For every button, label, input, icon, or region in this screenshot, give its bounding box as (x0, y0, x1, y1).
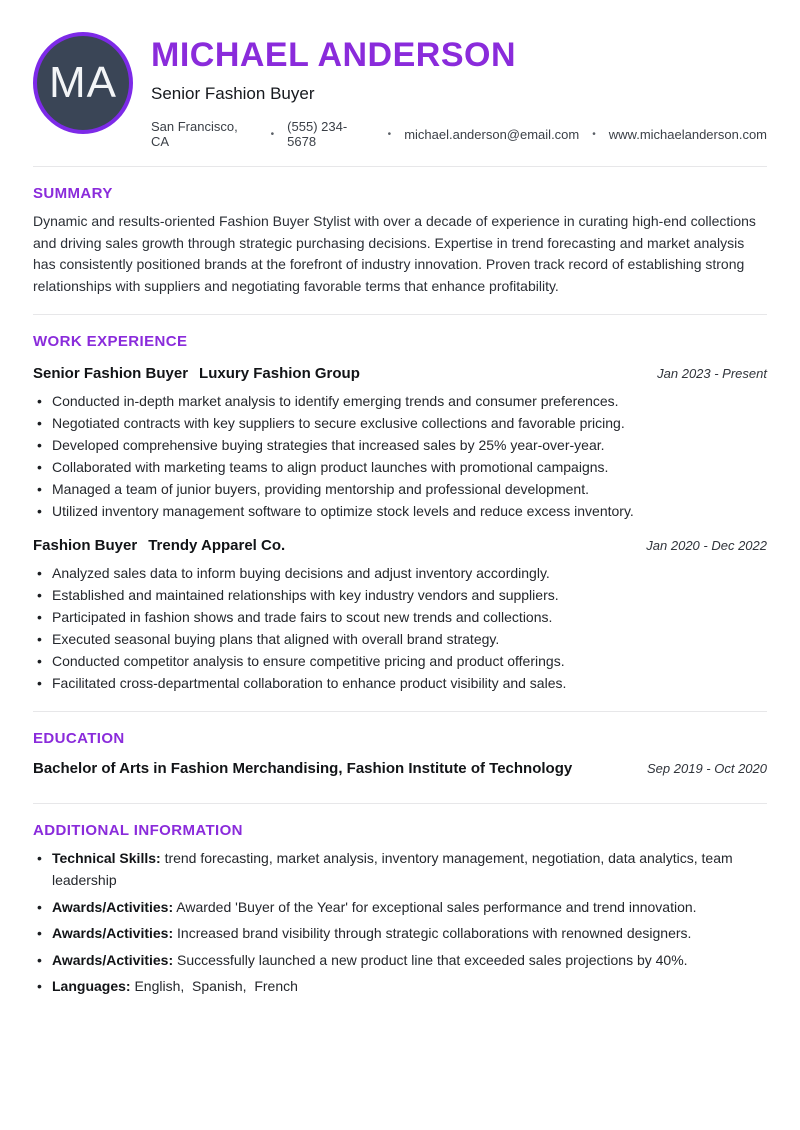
job-bullet-list (33, 390, 767, 522)
job-company: Luxury Fashion Group (199, 365, 360, 382)
job-bullet: • Negotiated contracts with key suppliers to secure exclusive collections and favorable pricing. (33, 412, 767, 434)
job-bullet: • Executed seasonal buying plans that aligned with overall brand strategy. (33, 628, 767, 650)
job-title-line (33, 537, 285, 554)
education-section (33, 730, 767, 777)
additional-item-label: Awards/Activities: (52, 925, 174, 941)
additional-item-label: Technical Skills: (52, 850, 161, 866)
job-bullet: • Collaborated with marketing teams to align product launches with promotional campaigns. (33, 456, 767, 478)
job-bullet: • Managed a team of junior buyers, providing mentorship and professional development. (33, 478, 767, 500)
job-bullet: • Conducted competitor analysis to ensure competitive pricing and product offerings. (33, 650, 767, 672)
divider-summary (33, 314, 767, 315)
contact-item: www.michaelanderson.com (608, 126, 767, 142)
job-bullet: • Conducted in-depth market analysis to identify emerging trends and consumer preferences. (33, 390, 767, 412)
resume-header (33, 32, 767, 149)
job-list (33, 365, 767, 694)
work-experience-heading: WORK EXPERIENCE (33, 333, 188, 350)
summary-section (33, 185, 767, 297)
summary-text: Dynamic and results-oriented Fashion Buyer Stylist with over a decade of experience in curating high-end collections and driving sales growth through strategic purchasing decisions. Expertise in trend forecasting and market analysis has consistently positioned brands at the forefront of industry innovation. Proven track record of establishing strong relationships with suppliers and negotiating favorable terms that enhance profitability. (33, 213, 756, 294)
contact-separator-dot: • (592, 128, 596, 140)
work-experience-section (33, 333, 767, 694)
job-header (33, 537, 767, 554)
job-bullet: • Participated in fashion shows and trade fairs to scout new trends and collections. (33, 606, 767, 628)
job-title: Fashion Buyer (33, 537, 138, 554)
education-heading: EDUCATION (33, 730, 125, 747)
job-bullet-list (33, 562, 767, 694)
additional-item-label: Awards/Activities: (52, 951, 174, 968)
additional-item-label: Languages: (52, 978, 131, 994)
job-company: Trendy Apparel Co. (148, 537, 286, 554)
job-title-line (33, 365, 360, 382)
additional-item (33, 896, 767, 918)
education-entry (33, 760, 767, 777)
additional-info-heading: ADDITIONAL INFORMATION (33, 822, 243, 839)
job-bullet: • Utilized inventory management software to optimize stock levels and reduce excess inventory. (33, 500, 767, 522)
contact-line (151, 119, 767, 149)
additional-item (33, 975, 767, 997)
divider-header (33, 166, 767, 167)
education-degree: Bachelor of Arts in Fashion Merchandising, Fashion Institute of Technology (33, 760, 573, 777)
contact-item: michael.anderson@email.com (404, 126, 580, 142)
additional-info-section (33, 822, 767, 997)
contact-item: San Francisco, CA (151, 119, 238, 149)
additional-item-text: English, Spanish, French (134, 978, 298, 994)
contact-separator-dot: • (387, 128, 392, 140)
person-name: MICHAEL ANDERSON (151, 36, 517, 74)
avatar-initials: MA (49, 58, 117, 107)
education-dates: Sep 2019 - Oct 2020 (647, 761, 767, 776)
job-title: Senior Fashion Buyer (33, 365, 189, 382)
contact-item: (555) 234-5678 (287, 119, 348, 149)
additional-item (33, 949, 767, 971)
additional-item-text: Successfully launched a new product line that exceeded sales projections by 40%. (177, 951, 688, 968)
additional-item (33, 847, 767, 891)
additional-item-label: Awards/Activities: (52, 898, 174, 915)
job-dates: Jan 2023 - Present (657, 366, 767, 381)
additional-item-text: Awarded 'Buyer of the Year' for exceptional sales performance and trend innovation. (176, 898, 697, 915)
additional-item-text: Increased brand visibility through strategic collaborations with renowned designers. (177, 925, 692, 941)
job-dates: Jan 2020 - Dec 2022 (646, 538, 767, 553)
job-header (33, 365, 767, 382)
job-bullet: • Established and maintained relationships with key industry vendors and suppliers. (33, 584, 767, 606)
avatar (33, 32, 133, 134)
header-text (151, 32, 767, 149)
job-bullet: • Facilitated cross-departmental collaboration to enhance product visibility and sales. (33, 672, 767, 694)
divider-experience (33, 711, 767, 712)
additional-item-text: trend forecasting, market analysis, inventory management, negotiation, data analytics, team leadership (52, 850, 737, 888)
additional-list (33, 847, 767, 997)
divider-education (33, 803, 767, 804)
contact-separator-dot: • (270, 128, 275, 140)
person-title: Senior Fashion Buyer (151, 84, 315, 103)
job-bullet: • Developed comprehensive buying strategies that increased sales by 25% year-over-year. (33, 434, 767, 456)
summary-heading: SUMMARY (33, 185, 113, 202)
additional-item (33, 922, 767, 944)
job-bullet: • Analyzed sales data to inform buying decisions and adjust inventory accordingly. (33, 562, 767, 584)
